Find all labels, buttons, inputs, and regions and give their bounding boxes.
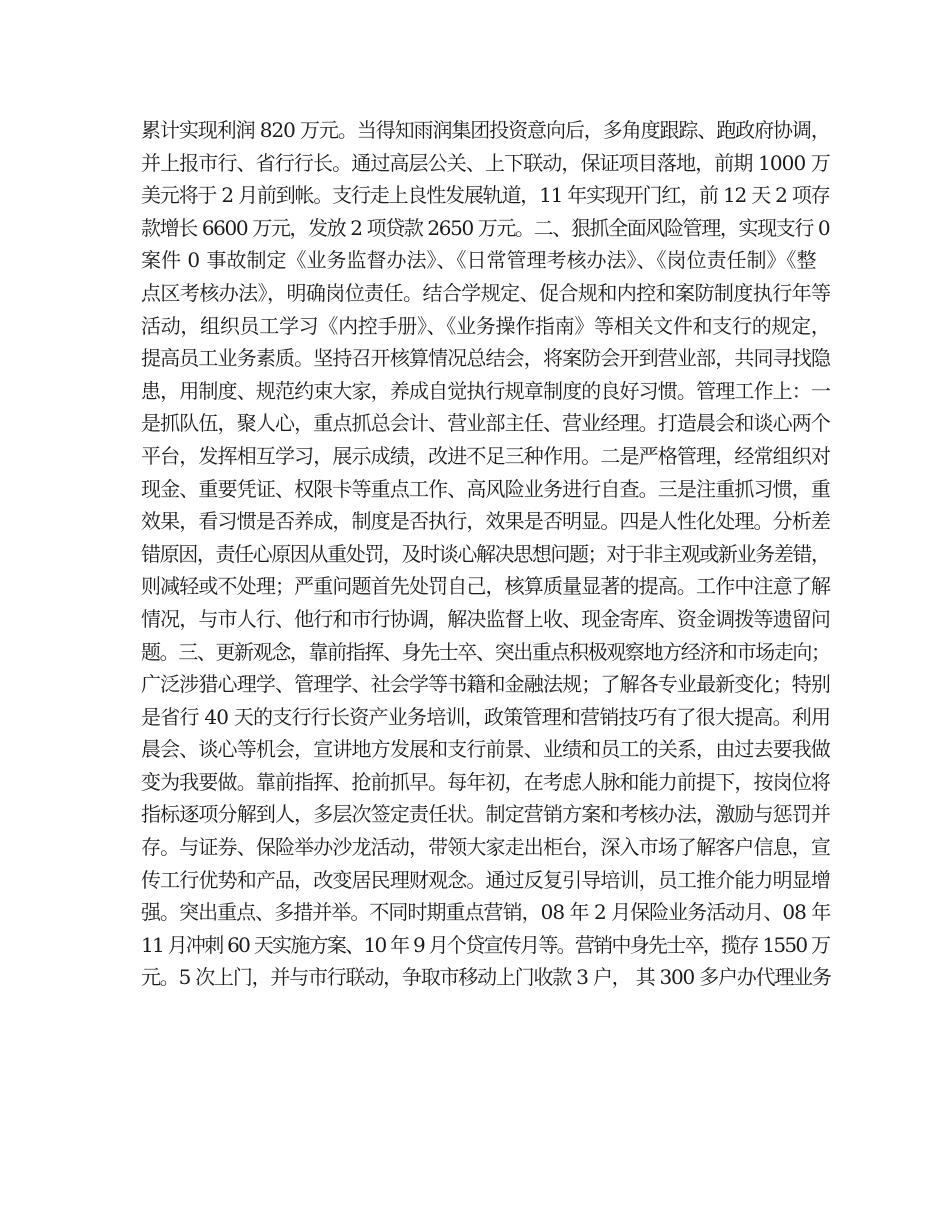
text-line: 传工行优势和产品，改变居民理财观念。通过反复引导培训，员工推介能力明显增 [141,867,831,892]
text-line: 并上报市行、省行行长。通过高层公关、上下联动，保证项目落地，前期 1000 万 [141,150,830,175]
text-line: 题。三、更新观念，靠前指挥、身先士卒、突出重点积极观察地方经济和市场走向； [141,639,830,664]
text-line: 指标逐项分解到人，多层次签定责任状。制定营销方案和考核办法，激励与惩罚并 [141,802,831,827]
text-line: 晨会、谈心等机会，宣讲地方发展和支行前景、业绩和员工的关系，由过去要我做 [141,737,831,762]
text-line: 存。与证券、保险举办沙龙活动，带领大家走出柜台，深入市场了解客户信息，宣 [141,835,831,860]
text-line: 是抓队伍，聚人心，重点抓总会计、营业部主任、营业经理。打造晨会和谈心两个 [141,411,831,436]
text-line: 患，用制度、规范约束大家，养成自觉执行规章制度的良好习惯。管理工作上：一 [141,378,831,403]
text-line: 活动，组织员工学习《内控手册》、《业务操作指南》等相关文件和支行的规定， [141,313,831,338]
text-line: 错原因，责任心原因从重处罚，及时谈心解决思想问题；对于非主观或新业务差错， [141,541,830,566]
text-line: 变为我要做。靠前指挥、抢前抓早。每年初，在考虑人脉和能力前提下，按岗位将 [141,769,831,794]
text-line: 款增长 6600 万元，发放 2 项贷款 2650 万元。二、狠抓全面风险管理，实现支行 0 [141,215,830,240]
text-line: 强。突出重点、多措并举。不同时期重点营销，08 年 2 月保险业务活动月、08 年 [141,900,831,925]
text-line: 是省行 40 天的支行行长资产业务培训，政策管理和营销技巧有了很大提高。利用 [141,704,831,729]
text-line: 元。5 次上门，并与市行联动，争取市移动上门收款 3 户， 其 300 多户办代理业务 [141,965,831,990]
text-line: 提高员工业务素质。坚持召开核算情况总结会，将案防会开到营业部，共同寻找隐 [141,346,831,371]
text-line: 11 月冲刺 60 天实施方案、10 年 9 月个贷宣传月等。营销中身先士卒，揽存 1550 万 [141,932,830,957]
text-line: 效果，看习惯是否养成，制度是否执行，效果是否明显。四是人性化处理。分析差 [141,509,831,534]
text-line: 案件 0 事故制定《业务监督办法》、《日常管理考核办法》、《岗位责任制》《整 [141,248,817,273]
text-line: 点区考核办法》，明确岗位责任。结合学规定、促合规和内控和案防制度执行年等 [141,280,831,305]
body-text [141,114,831,994]
text-line: 情况，与市人行、他行和市行协调，解决监督上收、现金寄库、资金调拨等遗留问 [141,606,831,631]
text-line: 广泛涉猎心理学、管理学、社会学等书籍和金融法规；了解各专业最新变化；特别 [141,672,831,697]
text-line: 现金、重要凭证、权限卡等重点工作、高风险业务进行自查。三是注重抓习惯，重 [141,476,831,501]
text-line: 平台，发挥相互学习，展示成绩，改进不足三种作用。二是严格管理，经常组织对 [141,443,831,468]
text-line: 累计实现利润 820 万元。当得知雨润集团投资意向后，多角度跟踪、跑政府协调， [141,118,830,142]
text-line: 美元将于 2 月前到帐。支行走上良性发展轨道，11 年实现开门红，前 12 天 2 项存 [141,183,830,208]
text-line: 则减轻或不处理；严重问题首先处罚自己，核算质量显著的提高。工作中注意了解 [141,574,831,599]
